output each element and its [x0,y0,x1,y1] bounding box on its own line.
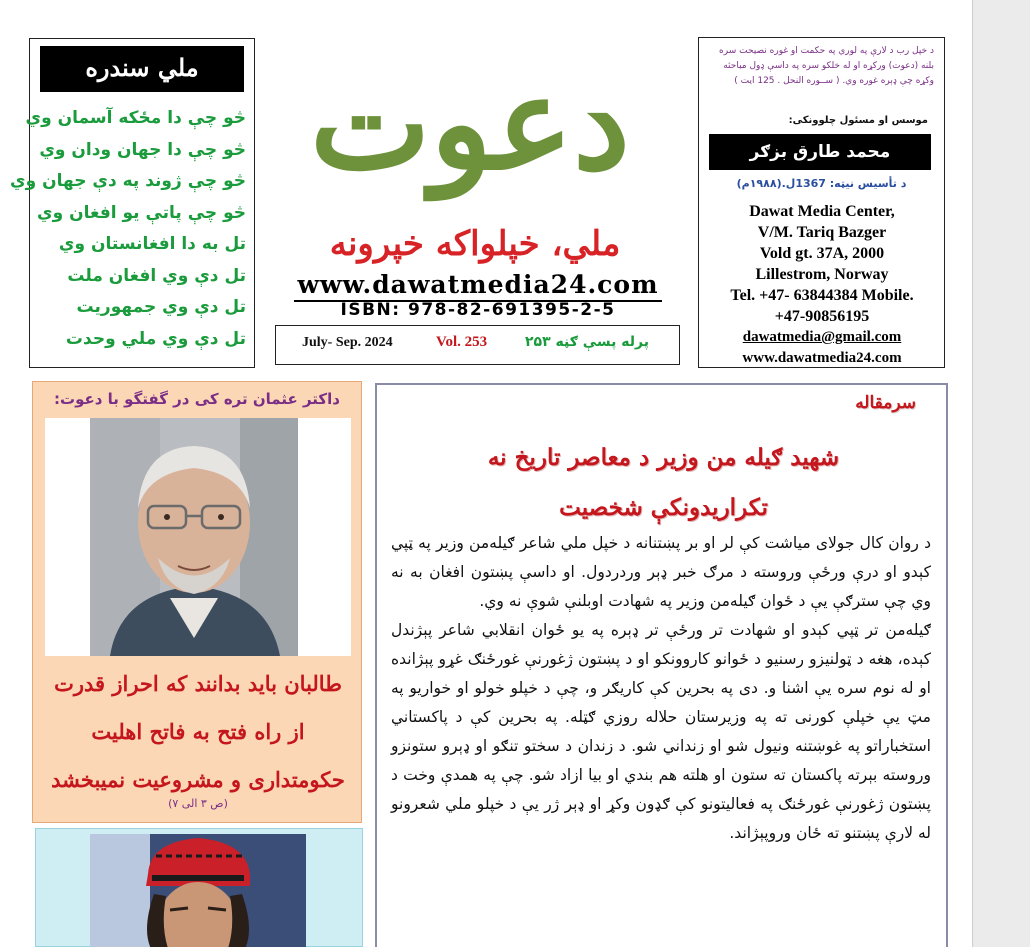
founder-label: موسس او مسئول چلوونکی: [788,115,928,126]
masthead-isbn: ISBN: 978-82-691395-2-5 [340,300,616,320]
phone-line: Tel. +47- 63844384 Mobile. [730,287,914,304]
editorial-section [375,383,948,947]
masthead-url[interactable]: www.dawatmedia24.com [294,270,662,302]
interviewee-photo-frame [45,418,351,656]
address-line: Lillestrom, Norway [755,266,889,283]
editorial-body [391,529,931,848]
publisher-info-box [698,37,945,368]
poem-line: څو چې دا مځکه آسمان وي [25,108,246,128]
poem-line: تل به دا افغانستان وي [58,234,246,254]
viewer-scroll-gutter[interactable] [974,0,1030,947]
editorial-label: سرمقاله [855,393,916,413]
quran-quote: د خپل رب د لارې په لوري په حکمت او غوره نصیحت سره بلنه (دعوت) ورکړه او له خلکو سره په داسې ډول مباحثه وکړه چې ډېره غوره وي. ( ســوره النحل . 125 ایت ) [719,46,934,86]
email-link[interactable]: dawatmedia@gmail.com [742,329,902,345]
issue-number: پرله پسې ګڼه ۲۵۳ [525,334,649,350]
contact-address [703,201,941,369]
issue-volume: Vol. 253 [436,334,488,350]
editorial-paragraph: ګیله‌من تر ټپي کېدو او شهادت تر ورځې تر ډېره په یو ځوان انقلابي شاعر پېژندل کېده، هغه د ټولنيزو رسنيو د ځوانو کاروونکو او د پښتون ژغورنې غورځنګ غړو پېژانده او له نوم سره يې اشنا و. دی په بحرین کې کاریګر و، چې د خپلو خولو او خواریو په مټ يې خپلې کورنی ته په وزیرستان حلاله روزي ګټله. په بحرین کې د پاکستاني استخباراتو په غوښتنه ونیول شو او زنداني شو. د زندان د سختو تنګو او ډېرو ستونزو وروسته بېرته پاکستان ته ستون او هلته هم بندي او بیا ازاد شو. چې په همدې وخت د پښتون ژغورنې غورځنګ په فعالیتونو کې ګډون وکړ او ډېر ژر يې د خپلو ملي شعرونو له لارې پښتنو ته ځان وروپېژاند. [391,621,931,842]
masthead-logo: دعوت [310,49,630,199]
established-date: د تأسیس نیټه: 1367ل.(۱۹۸۸م) [736,177,907,190]
headline-line: حکومتداری و مشروعیت نمیبخشد [51,767,345,792]
interview-headline [41,660,355,804]
headline-line: طالبان باید بدانند که احراز قدرت [54,671,342,696]
phone-line: +47-90856195 [774,308,870,325]
issue-date: July- Sep. 2024 [302,335,393,350]
national-anthem-box [10,38,255,368]
poem-line: څو چې پاتې یو افغان وي [37,202,246,223]
page-reference: (ص ۳ الی ۷) [168,797,228,810]
issue-bar [275,325,680,365]
website-link[interactable]: www.dawatmedia24.com [742,350,902,366]
secondary-photo [90,834,306,947]
poem-line: څو چې دا جهان ودان وي [39,139,246,160]
poem-line: تل دې وي ملي وحدت [65,328,246,349]
editorial-title-line: تکراریدونکې شخصیت [559,494,768,521]
address-line: V/M. Tariq Bazger [757,224,887,241]
interviewee-photo [90,418,298,656]
portrait-illustration [90,418,298,656]
portrait-illustration [90,834,306,947]
poem-line: تل دې وي افغان ملت [67,265,246,286]
masthead-tagline: ملي، خپلواکه خپرونه [329,224,621,264]
editorial-title-line: شهید ګیله من وزیر د معاصر تاریخ نه [487,444,840,471]
founder-name: محمد طارق بزګر [709,134,931,170]
secondary-photo-box [35,828,363,947]
headline-line: از راه فتح به فاتح اهلیت [91,719,305,744]
poem-line: څو چې ژوند په دې جهان وي [10,171,246,191]
poem-lines [10,103,246,355]
poem-title: ملي سندره [40,46,244,92]
address-line: Vold gt. 37A, 2000 [759,245,885,262]
address-line: Dawat Media Center, [749,203,895,220]
editorial-paragraph: د روان کال جولای میاشت کې لر او بر پښتنانه د خپل ملي شاعر ګیله‌من وزیر په ټپي کېدو او درې ورځې وروسته د مرګ خبر ډېر وردردول. او داسې پښتون افغان به نه وي چې سترګې يې د ځوان ګیله‌من وزیر په شهادت اوبلنې شوې نه وي. [391,534,931,610]
poem-line: تل دې وي جمهوریت [76,297,246,317]
interview-header: داکتر عثمان تره کی در گفتگو با دعوت: [54,390,340,408]
interview-box [32,381,362,823]
editorial-title [387,433,940,533]
